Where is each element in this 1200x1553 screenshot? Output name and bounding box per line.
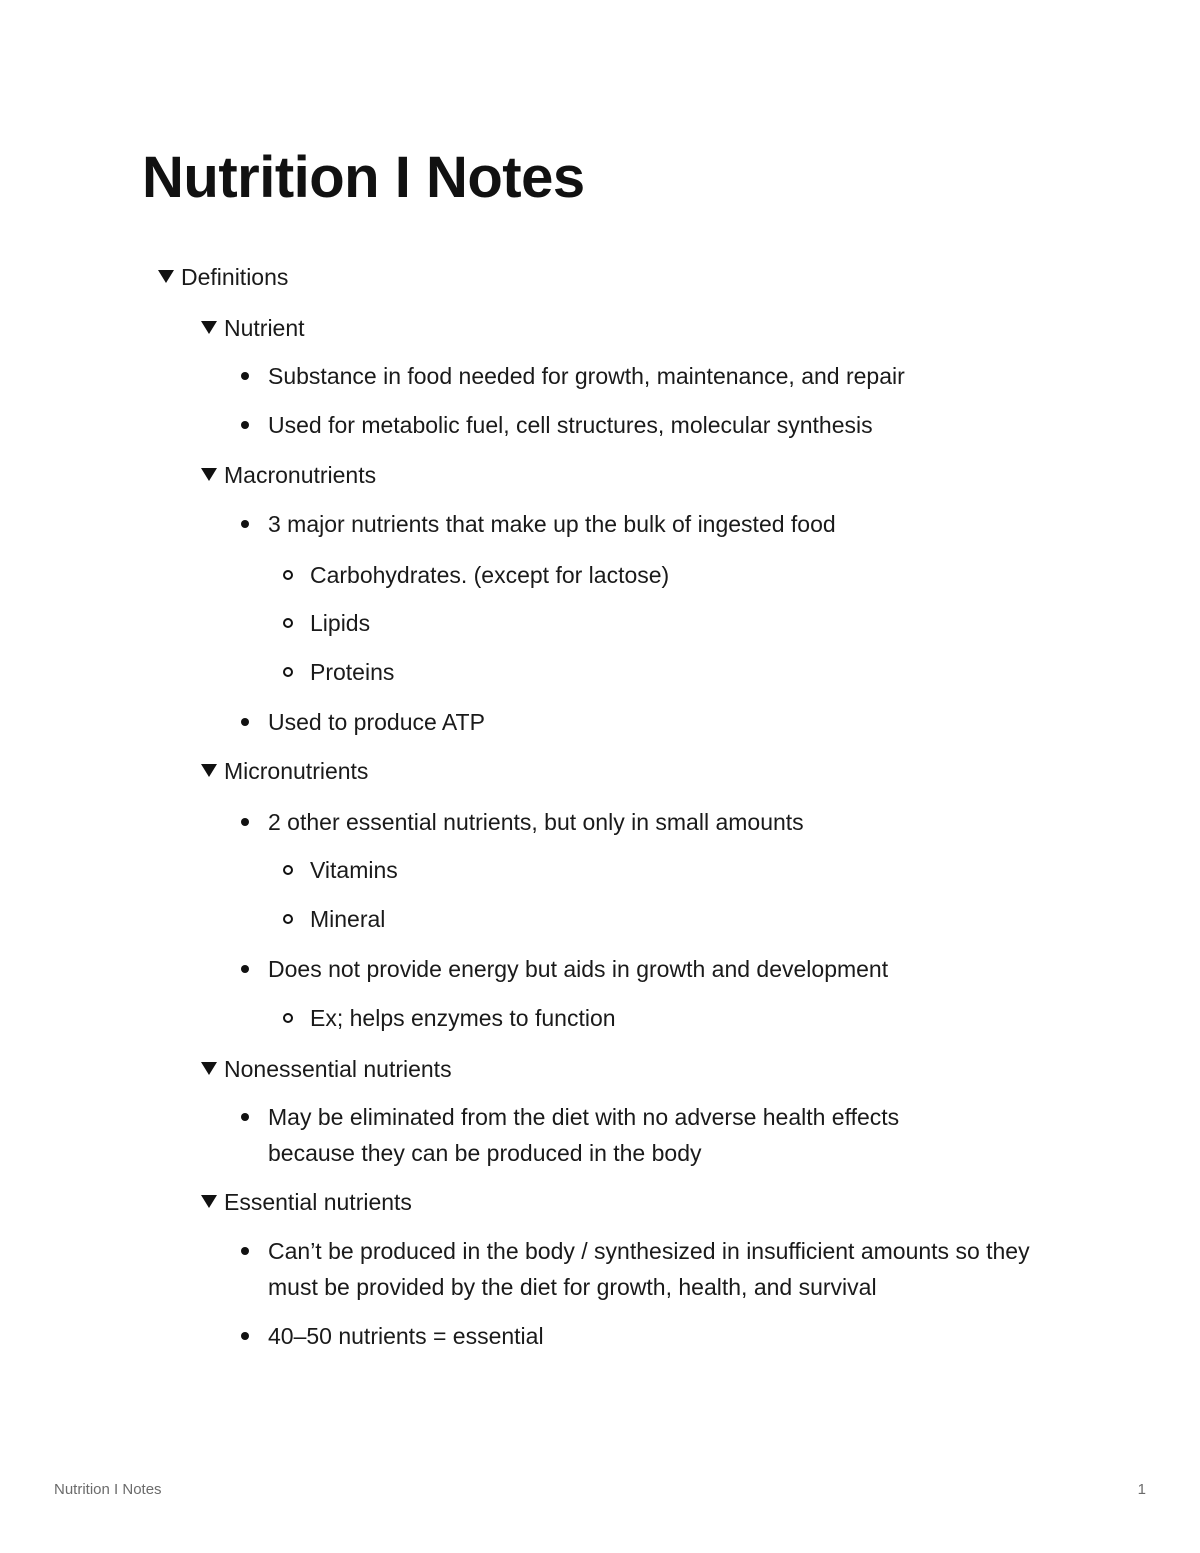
bullet-circle-icon [283, 570, 293, 580]
list-item-text: Substance in food needed for growth, maintenance, and repair [268, 363, 905, 389]
bullet-disc-icon [241, 718, 249, 726]
bullet-disc-icon [241, 372, 249, 380]
toggle-triangle-icon[interactable] [157, 259, 177, 295]
list-item-text: 3 major nutrients that make up the bulk of ingested food [268, 511, 836, 537]
bullet-circle-icon [283, 865, 293, 875]
footer-page-number: 1 [1137, 1481, 1146, 1498]
list-item-text: Used for metabolic fuel, cell structures, molecular synthesis [268, 412, 873, 438]
list-item-text: Proteins [310, 659, 395, 685]
toggle-label: Nutrient [224, 315, 305, 341]
list-item-text: Vitamins [310, 857, 398, 883]
list-item-text: Carbohydrates. (except for lactose) [310, 562, 670, 588]
toggle-triangle-icon[interactable] [200, 457, 220, 493]
list-item-text: Can’t be produced in the body / synthesized in insufficient amounts so they must be provided by the diet for growth, health, and survival [268, 1238, 1030, 1300]
bullet-circle-icon [283, 618, 293, 628]
bullet-disc-icon [241, 1113, 249, 1121]
bullet-disc-icon [241, 1247, 249, 1255]
list-item-text: Used to produce ATP [268, 709, 485, 735]
bullet-disc-icon [241, 520, 249, 528]
toggle-triangle-icon[interactable] [200, 1184, 220, 1220]
list-item-text: 2 other essential nutrients, but only in small amounts [268, 809, 804, 835]
list-item-text: 40–50 nutrients = essential [268, 1323, 544, 1349]
list-item-text: Mineral [310, 906, 386, 932]
toggle-triangle-icon[interactable] [200, 310, 220, 346]
toggle-label: Nonessential nutrients [224, 1056, 452, 1082]
bullet-disc-icon [241, 965, 249, 973]
bullet-circle-icon [283, 914, 293, 924]
list-item-text: Lipids [310, 610, 371, 636]
toggle-label: Essential nutrients [224, 1189, 412, 1215]
bullet-circle-icon [283, 667, 293, 677]
bullet-disc-icon [241, 1332, 249, 1340]
list-item-text: May be eliminated from the diet with no adverse health effects because they can be produced in the body [268, 1104, 900, 1166]
bullet-disc-icon [241, 421, 249, 429]
toggle-label: Micronutrients [224, 758, 369, 784]
toggle-triangle-icon[interactable] [200, 1051, 220, 1087]
footer-document-title: Nutrition I Notes [54, 1481, 162, 1498]
page-title: Nutrition I Notes [142, 145, 585, 210]
toggle-triangle-icon[interactable] [200, 753, 220, 789]
toggle-label: Definitions [181, 264, 289, 290]
bullet-disc-icon [241, 818, 249, 826]
toggle-label: Macronutrients [224, 462, 377, 488]
list-item-text: Ex; helps enzymes to function [310, 1005, 616, 1031]
list-item-text: Does not provide energy but aids in growth and development [268, 956, 889, 982]
bullet-circle-icon [283, 1013, 293, 1023]
